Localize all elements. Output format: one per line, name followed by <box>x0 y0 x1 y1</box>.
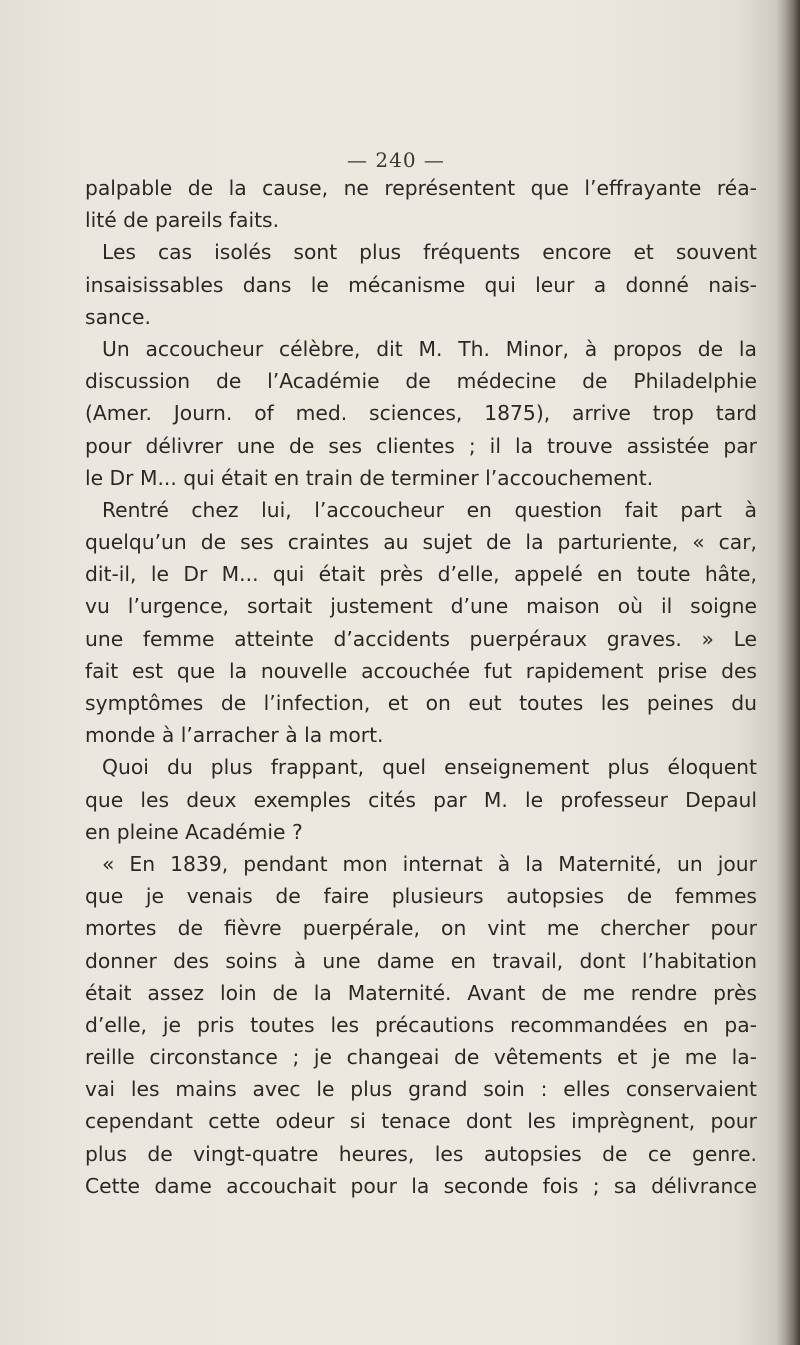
text-line: palpable de la cause, ne représentent que l’effrayante réa- <box>85 176 757 200</box>
text-line: sance. <box>85 304 151 329</box>
text-line: une femme atteinte d’accidents puerpéraux graves. » Le <box>85 626 757 651</box>
text-line: pour délivrer une de ses clientes ; il la trouve assistée par <box>85 433 757 458</box>
text-line: insaisissables dans le mécanisme qui leur a donné nais- <box>85 272 757 297</box>
text-line: reille circonstance ; je changeai de vêtements et je me la- <box>85 1045 757 1070</box>
text-line: en pleine Académie ? <box>85 819 303 844</box>
text-line: que les deux exemples cités par M. le professeur Depaul <box>85 787 757 812</box>
text-line: « En 1839, pendant mon internat à la Maternité, un jour <box>102 851 757 876</box>
text-line: fait est que la nouvelle accouchée fut rapidement prise des <box>85 658 757 683</box>
text-line: donner des soins à une dame en travail, dont l’habitation <box>85 948 757 973</box>
text-line: monde à l’arracher à la mort. <box>85 723 384 748</box>
text-line: mortes de fièvre puerpérale, on vint me chercher pour <box>85 916 757 941</box>
text-line: Quoi du plus frappant, quel enseignement plus éloquent <box>102 755 757 780</box>
text-line: quelqu’un de ses craintes au sujet de la parturiente, « car, <box>85 530 757 555</box>
text-line: cependant cette odeur si tenace dont les imprègnent, pour <box>85 1109 757 1134</box>
text-line: d’elle, je pris toutes les précautions recommandées en pa- <box>85 1012 757 1037</box>
text-line: (Amer. Journ. of med. sciences, 1875), arrive trop tard <box>85 401 757 426</box>
text-line: vu l’urgence, sortait justement d’une maison où il soigne <box>85 594 757 619</box>
text-line: le Dr M... qui était en train de terminer l’accouchement. <box>85 465 654 490</box>
page-edge-shadow <box>786 0 800 1345</box>
text-line: Un accoucheur célèbre, dit M. Th. Minor, à propos de la <box>102 336 757 361</box>
text-line: que je venais de faire plusieurs autopsies de femmes <box>85 884 757 909</box>
body-text <box>85 172 757 1202</box>
text-line: lité de pareils faits. <box>85 208 280 233</box>
text-line: dit-il, le Dr M... qui était près d’elle, appelé en toute hâte, <box>85 562 757 587</box>
text-line: symptômes de l’infection, et on eut toutes les peines du <box>85 691 757 715</box>
text-line: Cette dame accouchait pour la seconde fois ; sa délivrance <box>85 1173 757 1198</box>
text-line: Rentré chez lui, l’accoucheur en question fait part à <box>102 497 757 522</box>
text-line: plus de vingt-quatre heures, les autopsies de ce genre. <box>85 1141 757 1166</box>
text-line: discussion de l’Académie de médecine de Philadelphie <box>85 369 757 394</box>
text-line: vai les mains avec le plus grand soin : elles conservaient <box>85 1077 757 1102</box>
text-line: était assez loin de la Maternité. Avant de me rendre près <box>85 980 757 1005</box>
text-line: Les cas isolés sont plus fréquents encore et souvent <box>102 240 757 265</box>
page-number: — 240 — <box>347 148 445 172</box>
